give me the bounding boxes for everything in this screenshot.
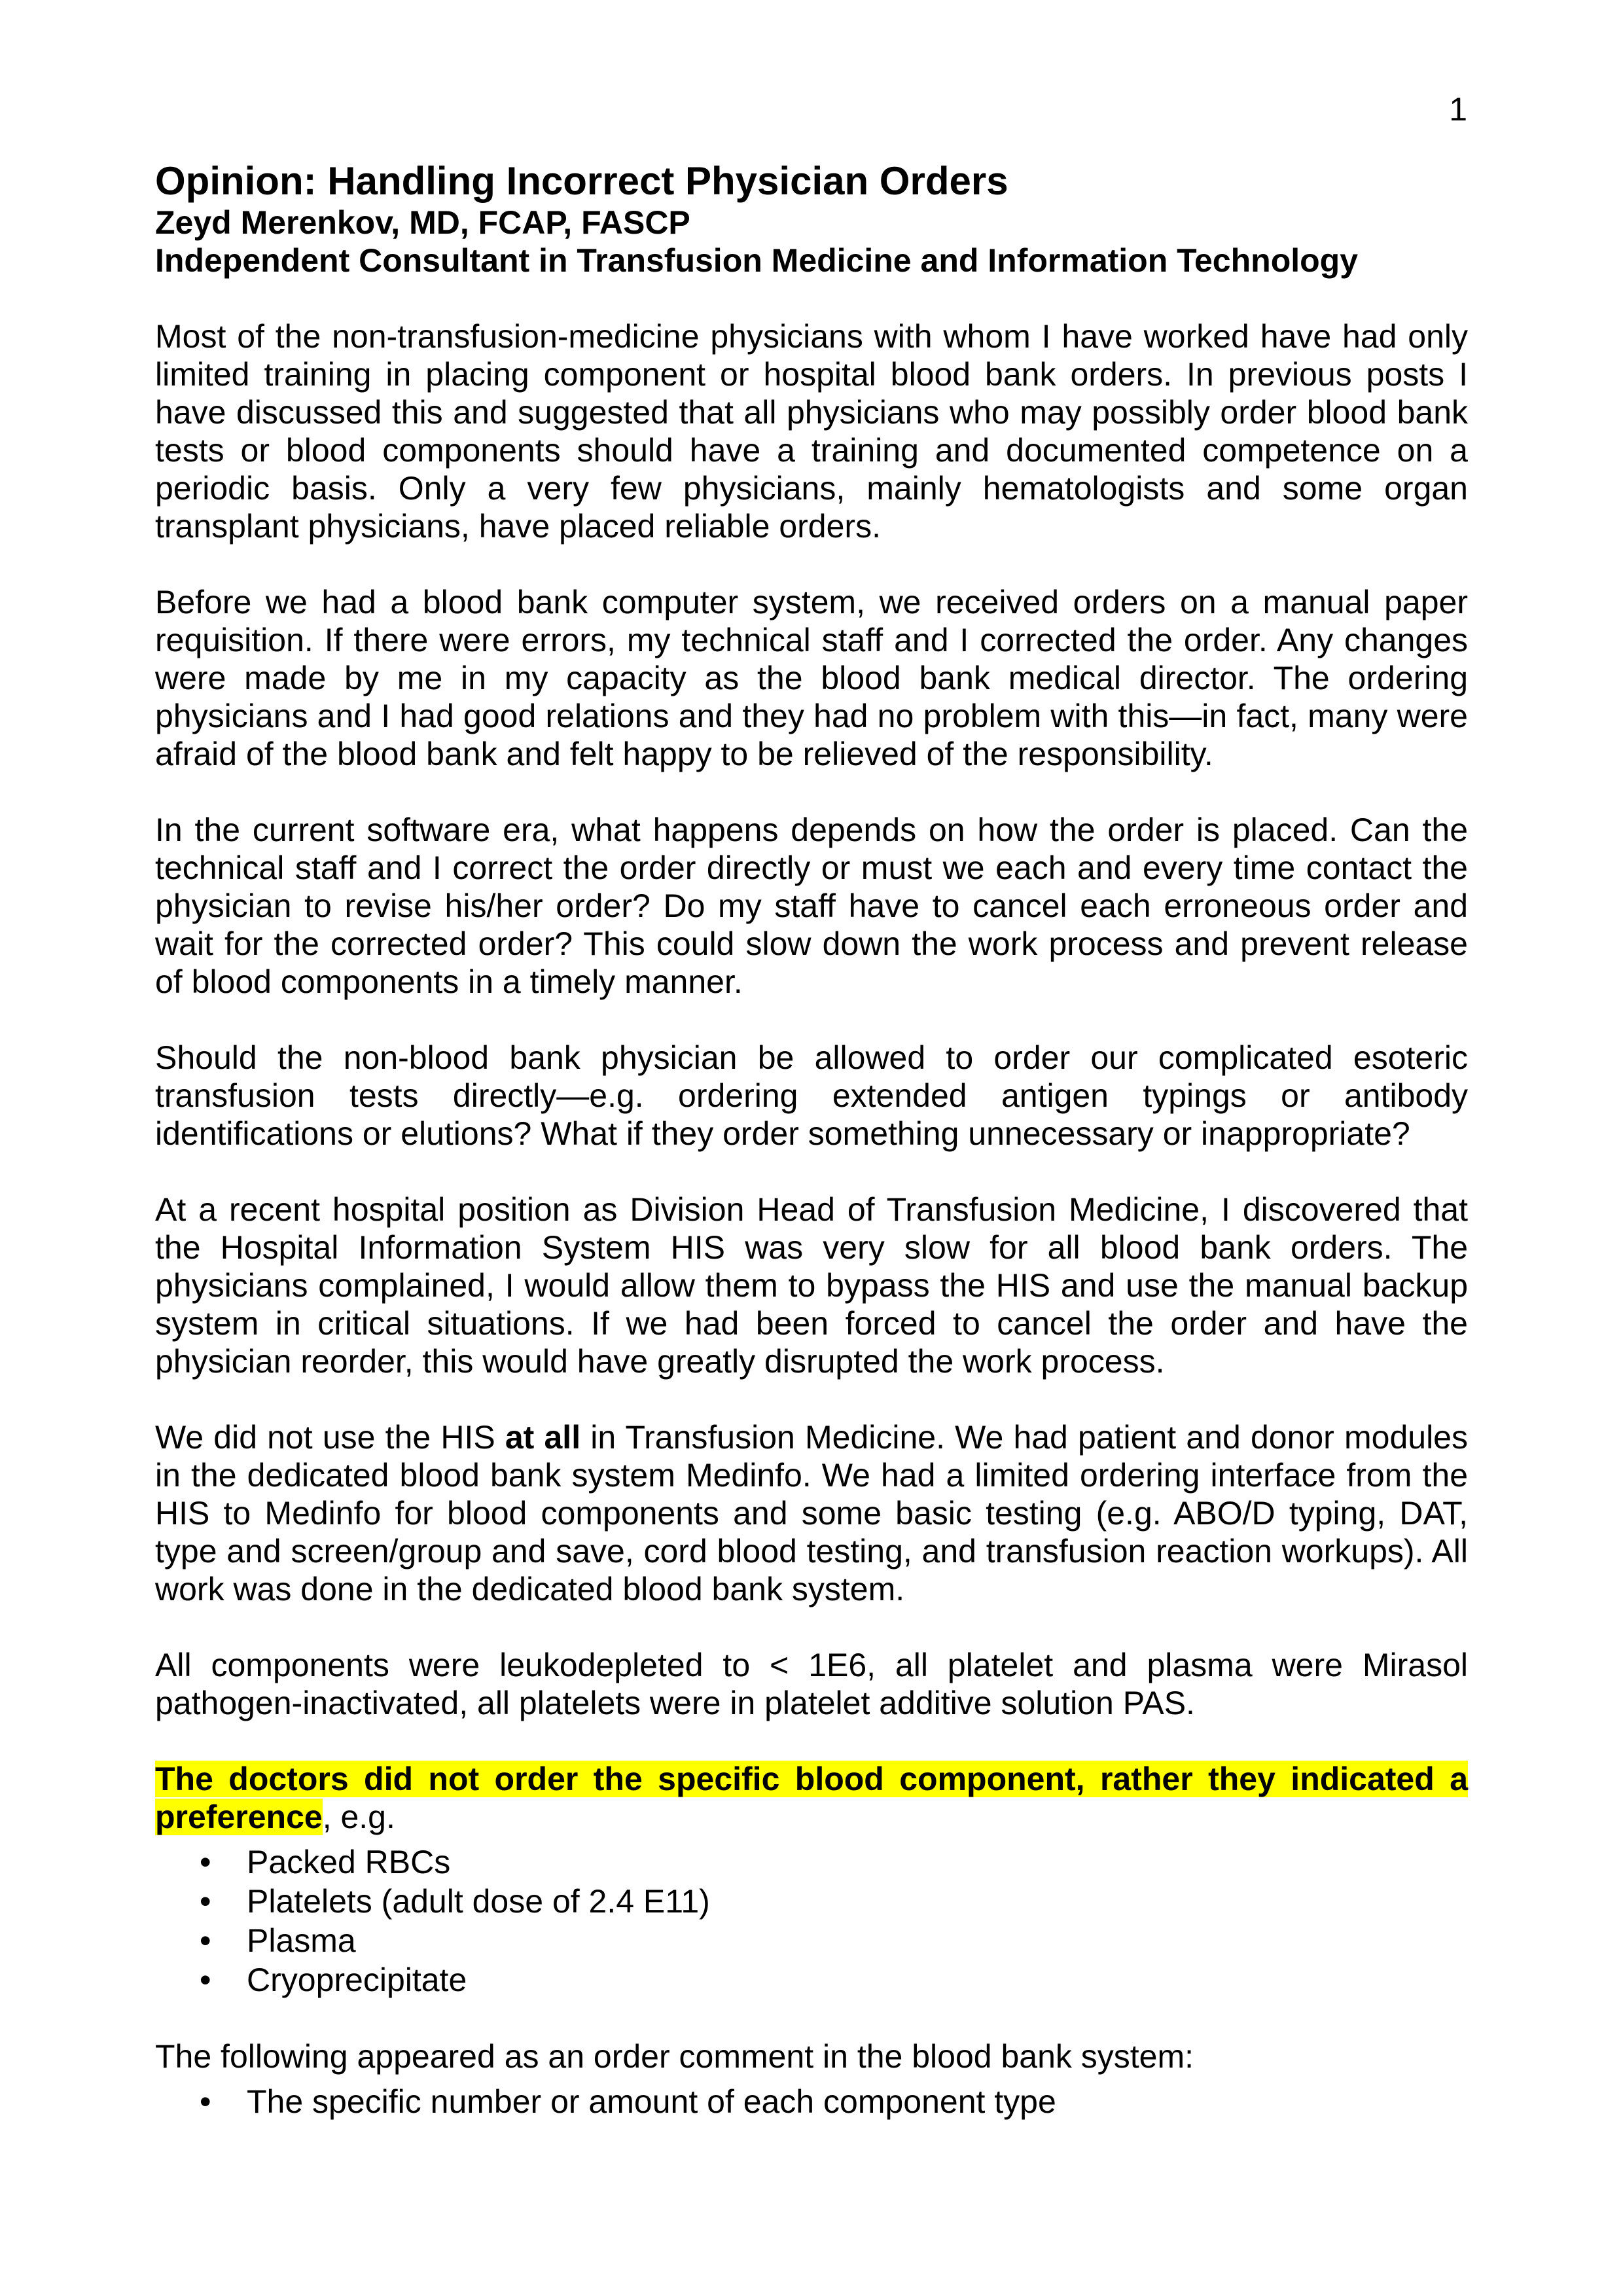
list-item-platelets: • Platelets (adult dose of 2.4 E11) <box>155 1882 1468 1921</box>
paragraph-software-era: In the current software era, what happens depends on how the order is placed. Can the technical staff and I correct the order directly or must we each and every time contact the physician to revise his/her order? Do my staff have to cancel each erroneous order and wait for the corrected order? This could slow down the work process and prevent release of blood components in a timely manner. <box>155 812 1468 1000</box>
list-item-packed-rbcs: • Packed RBCs <box>155 1842 1468 1882</box>
highlighted-text: The doctors did not order the specific blood component, rather they indicated a preference <box>155 1761 1468 1835</box>
paragraph-esoteric-tests: Should the non-blood bank physician be allowed to order our complicated esoteric transfusion tests directly—e.g. ordering extended antigen typings or antibody identifications or elutions? What if they order something unnecessary or inappropriate? <box>155 1039 1468 1152</box>
paragraph-preference <box>155 1760 1468 1836</box>
document-title: Opinion: Handling Incorrect Physician Orders <box>155 159 1008 203</box>
his-usage-pre: We did not use the HIS <box>155 1419 505 1456</box>
page-content <box>155 159 1468 2121</box>
highlight-after: , e.g. <box>322 1799 395 1835</box>
author-line: Zeyd Merenkov, MD, FCAP, FASCP <box>155 204 690 241</box>
paragraph-hospital-position: At a recent hospital position as Division Head of Transfusion Medicine, I discovered that the Hospital Information System HIS was very slow for all blood bank orders. The physicians complained, I would allow them to bypass the HIS and use the manual backup system in critical situations. If we had been forced to cancel the order and have the physician reorder, this would have greatly disrupted the work process. <box>155 1191 1468 1380</box>
paragraph-his-usage <box>155 1418 1468 1608</box>
closing-line: The following appeared as an order comment in the blood bank system: <box>155 2038 1194 2075</box>
paragraph-training: Most of the non-transfusion-medicine physicians with whom I have worked have had only limited training in placing component or hospital blood bank orders. In previous posts I have discussed this and suggested that all physicians who may possibly order blood bank tests or blood components should have a training and documented competence on a periodic basis. Only a very few physicians, mainly hematologists and some organ transplant physicians, have placed reliable orders. <box>155 318 1468 545</box>
paragraph-leukodepleted: All components were leukodepleted to < 1E6, all platelet and plasma were Mirasol pathogen-inactivated, all platelets were in platelet additive solution PAS. <box>155 1647 1468 1721</box>
page-number: 1 <box>1449 91 1467 128</box>
component-list <box>155 1842 1468 2000</box>
his-usage-bold: at all <box>505 1419 581 1456</box>
list-item-plasma: • Plasma <box>155 1921 1468 1960</box>
list-item-cryoprecipitate: • Cryoprecipitate <box>155 1960 1468 2000</box>
comment-list <box>155 2082 1468 2121</box>
paragraph-manual-era: Before we had a blood bank computer system, we received orders on a manual paper requisition. If there were errors, my technical staff and I corrected the order. Any changes were made by me in my capacity as the blood bank medical director. The ordering physicians and I had good relations and they had no problem with this—in fact, many were afraid of the blood bank and felt happy to be relieved of the responsibility. <box>155 584 1468 772</box>
affiliation-line: Independent Consultant in Transfusion Medicine and Information Technology <box>155 242 1359 279</box>
his-usage-post: in Transfusion Medicine. We had patient and donor modules in the dedicated blood bank system Medinfo. We had a limited ordering interface from the HIS to Medinfo for blood components and some basic testing (e.g. ABO/D typing, DAT, type and screen/group and save, cord blood testing, and transfusion reaction workups). All work was done in the dedicated blood bank system. <box>155 1419 1468 1607</box>
list-item-specific-number: • The specific number or amount of each component type <box>155 2082 1468 2121</box>
